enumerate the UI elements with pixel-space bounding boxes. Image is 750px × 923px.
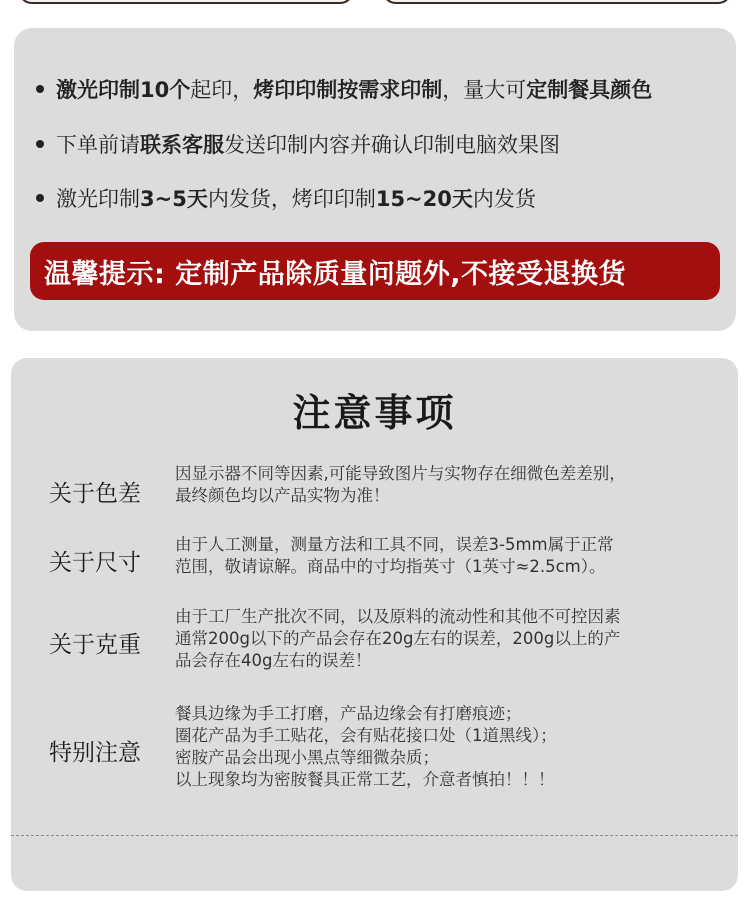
bullet-item-1 (36, 74, 652, 104)
bullet-dot-icon (36, 194, 44, 202)
top-tab-right (382, 0, 732, 4)
bullet-dot-icon (36, 140, 44, 148)
notice-label: 特别注意 (49, 740, 141, 766)
bullet-item-3 (36, 183, 536, 213)
notice-description: 由于人工测量，测量方法和工具不同，误差3-5mm属于正常 范围，敬请谅解。商品中的寸均指英寸（1英寸≈2.5cm）。 (175, 535, 614, 576)
notice-label: 关于色差 (49, 481, 141, 507)
bullet-text: 激光印制3~5天内发货，烤印印制15~20天内发货 (56, 187, 536, 211)
info-card (14, 28, 736, 331)
top-decoration (0, 0, 750, 8)
bullet-text: 激光印制10个起印，烤印印制按需求印制，量大可定制餐具颜色 (56, 78, 653, 102)
bullet-item-2 (36, 129, 560, 159)
notice-card (11, 358, 738, 891)
bullet-dot-icon (36, 85, 44, 93)
notice-description: 因显示器不同等因素,可能导致图片与实物存在细微色差差别， 最终颜色均以产品实物为准！ (175, 464, 626, 505)
notice-description: 餐具边缘为手工打磨，产品边缘会有打磨痕迹； 圈花产品为手工贴花，会有贴花接口处（1道黑线）； 密胺产品会出现小黑点等细微杂质； 以上现象均为密胺餐具正常工艺，介意者慎拍！！！ (175, 704, 557, 789)
bullet-text: 下单前请联系客服发送印制内容并确认印制电脑效果图 (56, 133, 560, 157)
notice-label: 关于尺寸 (49, 550, 141, 576)
notice-label: 关于克重 (49, 632, 141, 658)
notice-description: 由于工厂生产批次不同，以及原料的流动性和其他不可控因素 通常200g以下的产品会存在20g左右的误差，200g以上的产 品会存在40g左右的误差！ (175, 607, 621, 670)
dashed-divider (11, 835, 738, 836)
notice-title: 注意事项 (292, 391, 457, 435)
warning-banner: 温馨提示: 定制产品除质量问题外,不接受退换货 (30, 242, 720, 300)
top-tab-left (18, 0, 354, 4)
